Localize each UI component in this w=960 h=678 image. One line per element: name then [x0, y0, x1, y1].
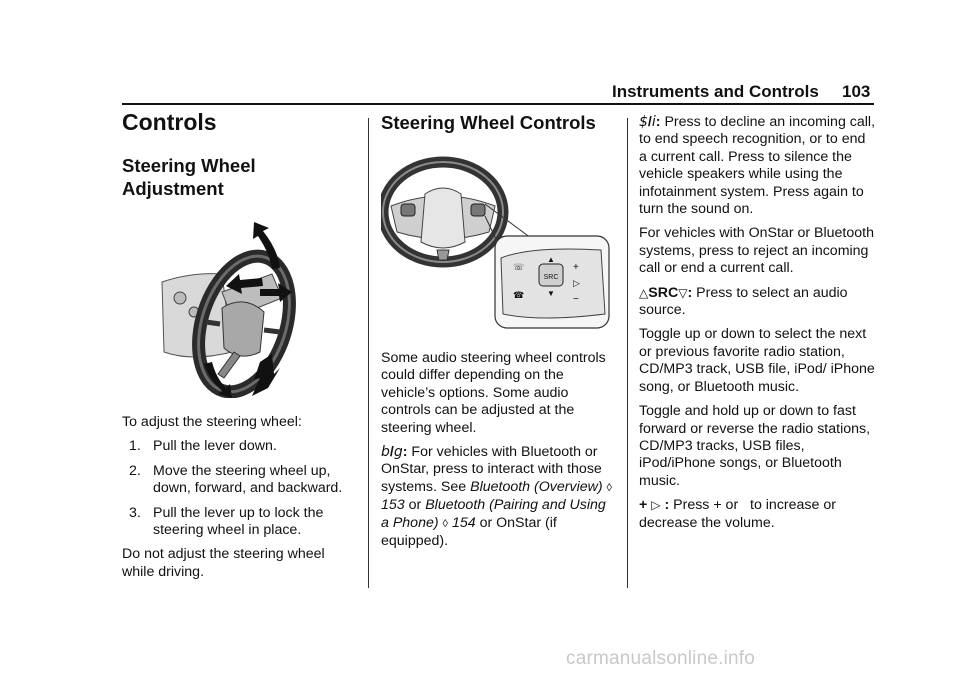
onstar-text: For vehicles with OnStar or Bluetooth systems, press to reject an incoming call or end a current call.: [639, 225, 874, 277]
phone-voice-icon: g: [393, 444, 403, 461]
triangle-up-icon: △: [639, 285, 649, 300]
svg-text:▲: ▲: [547, 255, 555, 264]
watermark: carmanualsonline.info: [566, 648, 756, 669]
running-head: Instruments and Controls: [612, 82, 819, 101]
left-column: [122, 108, 358, 588]
separator: /: [389, 444, 394, 461]
svg-text:▼: ▼: [547, 289, 555, 298]
section-heading: Controls: [122, 109, 217, 135]
separator: :: [655, 114, 661, 130]
safety-note: Do not adjust the steering wheel while driving.: [122, 546, 325, 580]
steering-wheel-controls-figure: [381, 146, 613, 336]
middle-column: [381, 108, 617, 557]
page-ref-number[interactable]: 154: [451, 514, 476, 531]
subsection-heading: Steering Wheel Adjustment: [122, 155, 256, 199]
volume-icon: ▷: [651, 498, 661, 513]
step-number: 1.: [129, 438, 141, 455]
conjunction: or: [408, 497, 422, 514]
volume-control-description: [639, 497, 875, 532]
intro-text: To adjust the steering wheel:: [122, 414, 302, 430]
step-number: 2.: [129, 462, 141, 479]
description-text: or OnStar (if equipped).: [381, 514, 557, 550]
toggle-text: Toggle up or down to select the next or previous favorite radio station, CD/MP3 track, USB file, iPod/ iPhone song, or Bluetooth music.: [639, 326, 875, 395]
separator: :: [664, 497, 670, 514]
step-text: Move the steering wheel up, down, forward, and backward.: [153, 462, 343, 497]
column-divider: [368, 118, 369, 588]
page-number: 103: [842, 82, 871, 101]
separator: /: [647, 114, 652, 130]
description-text: For vehicles with Bluetooth or OnStar, press to interact with those systems.: [381, 444, 602, 495]
separator: :: [687, 284, 693, 301]
decline-control-description: [639, 114, 875, 218]
svg-text:▷: ▷: [573, 278, 580, 288]
step-text: Pull the lever down.: [153, 438, 277, 455]
step-number: 3.: [129, 504, 141, 521]
svg-text:+: +: [573, 262, 579, 273]
src-control-description: [639, 285, 875, 320]
list-item: [122, 438, 358, 455]
description-text: Press + or to increase or decrease the volume.: [639, 497, 840, 531]
description-text: Press to decline an incoming call, to end speech recognition, or to end a current call. Press to silence the vehicle speakers while using the infotainment system. Press again to turn the sound on.: [639, 114, 876, 218]
column-divider: [627, 118, 628, 588]
see-label: See: [440, 478, 467, 495]
svg-text:☎: ☎: [513, 290, 525, 300]
step-text: Pull the lever up to lock the steering wheel in place.: [153, 504, 324, 539]
page-ref-icon: ◊: [442, 517, 448, 530]
svg-text:−: −: [573, 294, 579, 305]
list-item: [122, 463, 358, 498]
list-item: [122, 505, 358, 540]
page-ref-number[interactable]: 153: [381, 497, 405, 514]
phone-voice-icon: b: [381, 444, 390, 461]
hang-up-icon: i: [651, 114, 656, 130]
description-text: Press to select an audio source.: [639, 284, 848, 319]
src-label: SRC: [648, 284, 679, 301]
step-list: [122, 438, 358, 539]
header-rule: [122, 103, 874, 105]
section-heading: Steering Wheel Controls: [381, 112, 596, 133]
plus-icon: +: [639, 497, 648, 514]
page-ref-icon: ◊: [606, 481, 612, 494]
triangle-down-icon: ▽: [678, 285, 688, 300]
toggle-hold-text: Toggle and hold up or down to fast forward or reverse the radio stations, CD/MP3 tracks, USB files, iPod/iPhone songs, or Bluetooth music.: [639, 403, 871, 489]
intro-text: Some audio steering wheel controls could differ depending on the vehicle’s options. Some audio controls can be adjusted at the steering wheel.: [381, 350, 606, 436]
svg-text:☏: ☏: [513, 262, 525, 272]
steering-wheel-adjustment-figure: [122, 212, 358, 398]
mute-icon: $: [639, 114, 648, 130]
right-column: [639, 114, 875, 539]
svg-text:SRC: SRC: [543, 274, 559, 281]
cross-reference-link[interactable]: Bluetooth (Pairing and Using a Phone): [381, 497, 606, 531]
call-control-description: [381, 444, 617, 550]
separator: :: [402, 444, 408, 461]
cross-reference-link[interactable]: Bluetooth (Overview): [470, 478, 603, 495]
